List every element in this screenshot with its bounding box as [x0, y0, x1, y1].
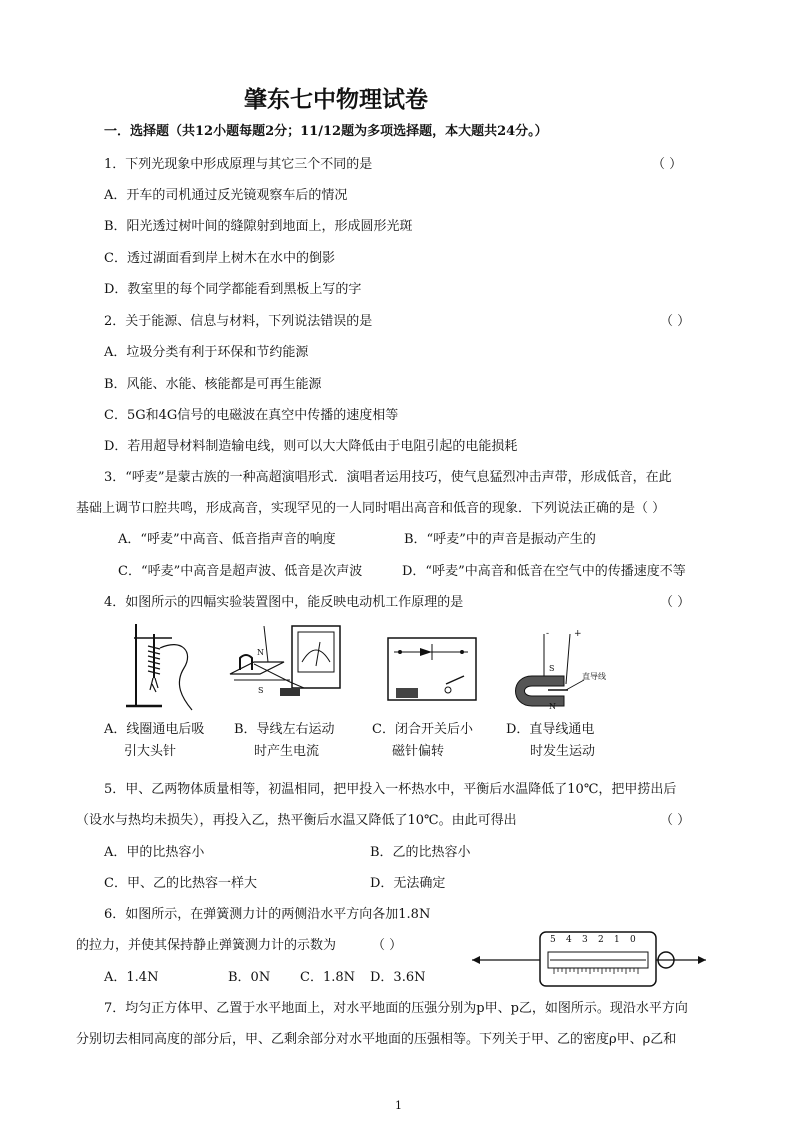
figure-b-label-s: S: [258, 686, 264, 695]
section-heading: 一．选择题（共12小题每题2分；11/12题为多项选择题，本大题共24分。）: [104, 124, 548, 139]
scale-mark-5: 5: [550, 935, 556, 945]
q5-line1: 5．甲、乙两物体质量相等，初温相同，把甲投入一杯热水中，平衡后水温降低了10℃，把甲捞出后: [104, 782, 677, 797]
q5-option-d: D．无法确定: [370, 876, 446, 891]
q4-caption-c2: 磁针偏转: [392, 744, 445, 759]
q6-option-c: C．1.8N: [300, 970, 355, 985]
q3-option-c: C．“呼麦”中高音是超声波、低音是次声波: [118, 564, 363, 579]
q1-option-a: A．开车的司机通过反光镜观察车后的情况: [104, 188, 348, 203]
q4-caption-d2: 时发生运动: [530, 744, 596, 759]
q6-line1: 6．如图所示，在弹簧测力计的两侧沿水平方向各加1.8N: [104, 907, 431, 922]
scale-mark-3: 3: [582, 935, 588, 945]
q4-caption-d1: D．直导线通电: [506, 722, 595, 737]
figure-b-label-n: N: [257, 648, 264, 657]
page-number: 1: [395, 1099, 402, 1112]
q2-answer-paren[interactable]: （ ）: [660, 314, 691, 329]
q4-caption-a1: A．线圈通电后吸: [104, 722, 205, 737]
q3-line2: 基础上调节口腔共鸣，形成高音，实现罕见的一人同时唱出高音和低音的现象．下列说法正确的是（ ）: [76, 501, 666, 516]
q5-option-a: A．甲的比热容小: [104, 845, 205, 860]
figure-d-label-n: N: [549, 702, 556, 711]
page-title: 肇东七中物理试卷: [244, 86, 428, 113]
q6-option-d: D．3.6N: [370, 970, 426, 985]
q2-option-d: D．若用超导材料制造输电线，则可以大大降低由于电阻引起的电能损耗: [104, 439, 518, 454]
figure-a-electromagnet: [122, 618, 212, 713]
q1-option-b: B．阳光透过树叶间的缝隙射到地面上，形成圆形光斑: [104, 219, 413, 234]
q4-caption-a2: 引大头针: [124, 744, 177, 759]
q4-stem: 4．如图所示的四幅实验装置图中，能反映电动机工作原理的是: [104, 595, 464, 610]
figure-d-label-wire: 直导线: [582, 672, 606, 681]
q3-option-b: B．“呼麦”中的声音是振动产生的: [404, 532, 596, 547]
q5-option-b: B．乙的比热容小: [370, 845, 471, 860]
q1-stem: 1．下列光现象中形成原理与其它三个不同的是: [104, 157, 373, 172]
q5-answer-paren[interactable]: （ ）: [660, 813, 691, 828]
q1-answer-paren[interactable]: （ ）: [652, 157, 683, 172]
q5-option-c: C．甲、乙的比热容一样大: [104, 876, 257, 891]
scale-mark-4: 4: [566, 935, 572, 945]
q2-option-c: C．5G和4G信号的电磁波在真空中传播的速度相等: [104, 408, 399, 423]
q6-line2: 的拉力，并使其保持静止弹簧测力计的示数为: [76, 938, 337, 953]
q3-line1: 3．“呼麦”是蒙古族的一种高超演唱形式．演唱者运用技巧，使气息猛烈冲击声带，形成低音，在此: [104, 470, 672, 485]
scale-mark-2: 2: [598, 935, 604, 945]
q4-caption-c1: C．闭合开关后小: [372, 722, 473, 737]
q3-option-a: A．“呼麦”中高音、低音指声音的响度: [118, 532, 336, 547]
q6-option-b: B．0N: [228, 970, 271, 985]
figure-d-wire-in-magnet: [504, 628, 604, 712]
figure-c-oersted-circuit: [384, 634, 480, 706]
figure-d-label-s: S: [549, 664, 555, 673]
q7-line1: 7．均匀正方体甲、乙置于水平地面上，对水平地面的压强分别为p甲、p乙，如图所示。现沿水平方向: [104, 1001, 688, 1016]
q1-option-c: C．透过湖面看到岸上树木在水中的倒影: [104, 251, 335, 266]
q7-line2: 分别切去相同高度的部分后，甲、乙剩余部分对水平地面的压强相等。下列关于甲、乙的密度ρ甲、ρ乙和: [76, 1032, 677, 1047]
figure-d-label-plus: +: [574, 629, 582, 639]
q2-option-b: B．风能、水能、核能都是可再生能源: [104, 377, 322, 392]
figure-spring-scale: [470, 926, 710, 990]
q4-caption-b1: B．导线左右运动: [234, 722, 335, 737]
figure-b-generator: [224, 622, 348, 712]
q4-answer-paren[interactable]: （ ）: [660, 595, 691, 610]
q4-caption-b2: 时产生电流: [254, 744, 320, 759]
scale-mark-0: 0: [630, 935, 636, 945]
q5-line2: （设水与热均未损失），再投入乙，热平衡后水温又降低了10℃。由此可得出: [76, 813, 517, 828]
figure-d-label-minus: -: [546, 629, 550, 639]
q2-stem: 2．关于能源、信息与材料，下列说法错误的是: [104, 314, 373, 329]
scale-mark-1: 1: [614, 935, 620, 945]
q3-option-d: D．“呼麦”中高音和低音在空气中的传播速度不等: [402, 564, 686, 579]
q6-answer-paren[interactable]: （ ）: [372, 938, 403, 953]
q2-option-a: A．垃圾分类有利于环保和节约能源: [104, 345, 309, 360]
q6-option-a: A．1.4N: [104, 970, 159, 985]
q1-option-d: D．教室里的每个同学都能看到黑板上写的字: [104, 282, 362, 297]
